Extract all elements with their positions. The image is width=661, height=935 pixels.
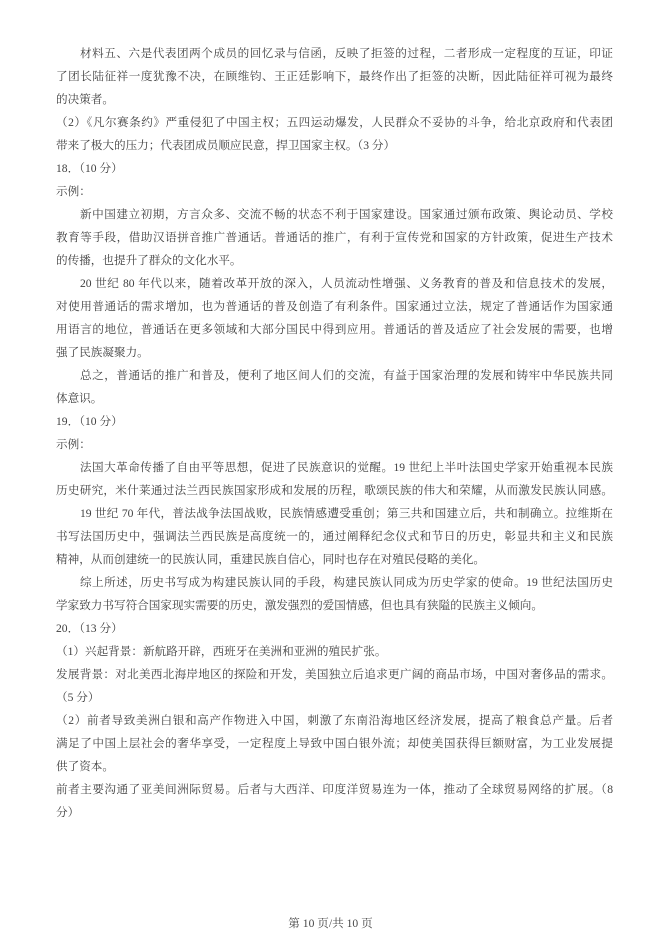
- text-line: 供了资本。: [56, 760, 114, 773]
- text-line: 20 世纪 80 年代以来，随着改革开放的深入，人员流动性增强、义务教育的普及和信息技术的发展，: [80, 277, 613, 290]
- text-line: 发展背景：对北美西北海岸地区的探险和开发，美国独立后追求更广阔的商品市场，中国对奢侈品的需求。: [56, 668, 613, 681]
- text-line: （1）兴起背景：新航路开辟，西班牙在美洲和亚洲的殖民扩张。: [56, 645, 387, 658]
- answer-text-block: [56, 42, 613, 824]
- page-footer: [0, 912, 661, 935]
- text-line: 的决策者。: [56, 93, 114, 106]
- text-line: 分）: [56, 806, 80, 819]
- text-line: 强了民族凝聚力。: [56, 346, 149, 359]
- text-line: 18．（10 分）: [56, 162, 123, 175]
- text-line: 综上所述，历史书写成为构建民族认同的手段，构建民族认同成为历史学家的使命。19 世纪法国历史: [80, 576, 613, 589]
- text-line: 前者主要沟通了亚美间洲际贸易。后者与大西洋、印度洋贸易连为一体，推动了全球贸易网络的扩展。（8: [56, 783, 613, 796]
- text-line: 带来了极大的压力；代表团成员顺应民意，捍卫国家主权。（3 分）: [56, 139, 396, 152]
- text-line: 用语言的地位，普通话在更多领域和大部分国民中得到应用。普通话的普及适应了社会发展的需要，也增: [56, 323, 613, 336]
- text-line: 了团长陆征祥一度犹豫不决，在顾维钧、王正廷影响下，最终作出了拒签的决断，因此陆征祥可视为最终: [56, 70, 613, 83]
- text-line: 示例：: [56, 185, 91, 198]
- text-line: 精神，从而创建统一的民族认同，重建民族自信心，同时也存在对殖民侵略的美化。: [56, 553, 485, 566]
- text-line: （2）前者导致美洲白银和高产作物进入中国，刺激了东南沿海地区经济发展，提高了粮食总产量。后者: [56, 714, 613, 727]
- text-line: 书写法国历史中，强调法兰西民族是高度统一的，通过阐释纪念仪式和节日的历史，彰显共和主义和民族: [56, 530, 613, 543]
- text-line: 材料五、六是代表团两个成员的回忆录与信函，反映了拒签的过程，二者形成一定程度的互证，印证: [80, 47, 613, 60]
- text-line: （2）《凡尔赛条约》严重侵犯了中国主权；五四运动爆发，人民群众不妥协的斗争，给北京政府和代表团: [56, 116, 613, 129]
- text-line: 示例：: [56, 438, 91, 451]
- text-line: 对使用普通话的需求增加，也为普通话的普及创造了有利条件。国家通过立法，规定了普通话作为国家通: [56, 300, 613, 313]
- text-line: 19 世纪 70 年代，普法战争法国战败，民族情感遭受重创；第三共和国建立后，共和制确立。拉维斯在: [80, 507, 613, 520]
- text-line: 体意识。: [56, 392, 103, 405]
- text-line: 的传播，也提升了群众的文化水平。: [56, 254, 242, 267]
- text-line: 总之，普通话的推广和普及，便利了地区间人们的交流，有益于国家治理的发展和铸牢中华民族共同: [80, 369, 613, 382]
- text-line: 20．（13 分）: [56, 622, 123, 635]
- text-line: 法国大革命传播了自由平等思想，促进了民族意识的觉醒。19 世纪上半叶法国史学家开始重视本民族: [80, 461, 613, 474]
- text-line: 19．（10 分）: [56, 415, 123, 428]
- text-line: 学家致力书写符合国家现实需要的历史，激发强烈的爱国情感，但也具有狭隘的民族主义倾向。: [56, 599, 543, 612]
- page-indicator: 第 10 页/共 10 页: [288, 917, 373, 930]
- text-line: 历史研究，米什莱通过法兰西民族国家形成和发展的历程，歌颂民族的伟大和荣耀，从而激发民族认同感。: [56, 484, 613, 497]
- text-line: 满足了中国上层社会的奢华享受，一定程度上导致中国白银外流；却使美国获得巨额财富，为工业发展提: [56, 737, 613, 750]
- text-line: 教育等手段，借助汉语拼音推广普通话。普通话的推广，有利于宣传党和国家的方针政策，促进生产技术: [56, 231, 613, 244]
- text-line: 新中国建立初期，方言众多、交流不畅的状态不利于国家建设。国家通过颁布政策、舆论动员、学校: [80, 208, 613, 221]
- text-line: （5 分）: [56, 691, 100, 704]
